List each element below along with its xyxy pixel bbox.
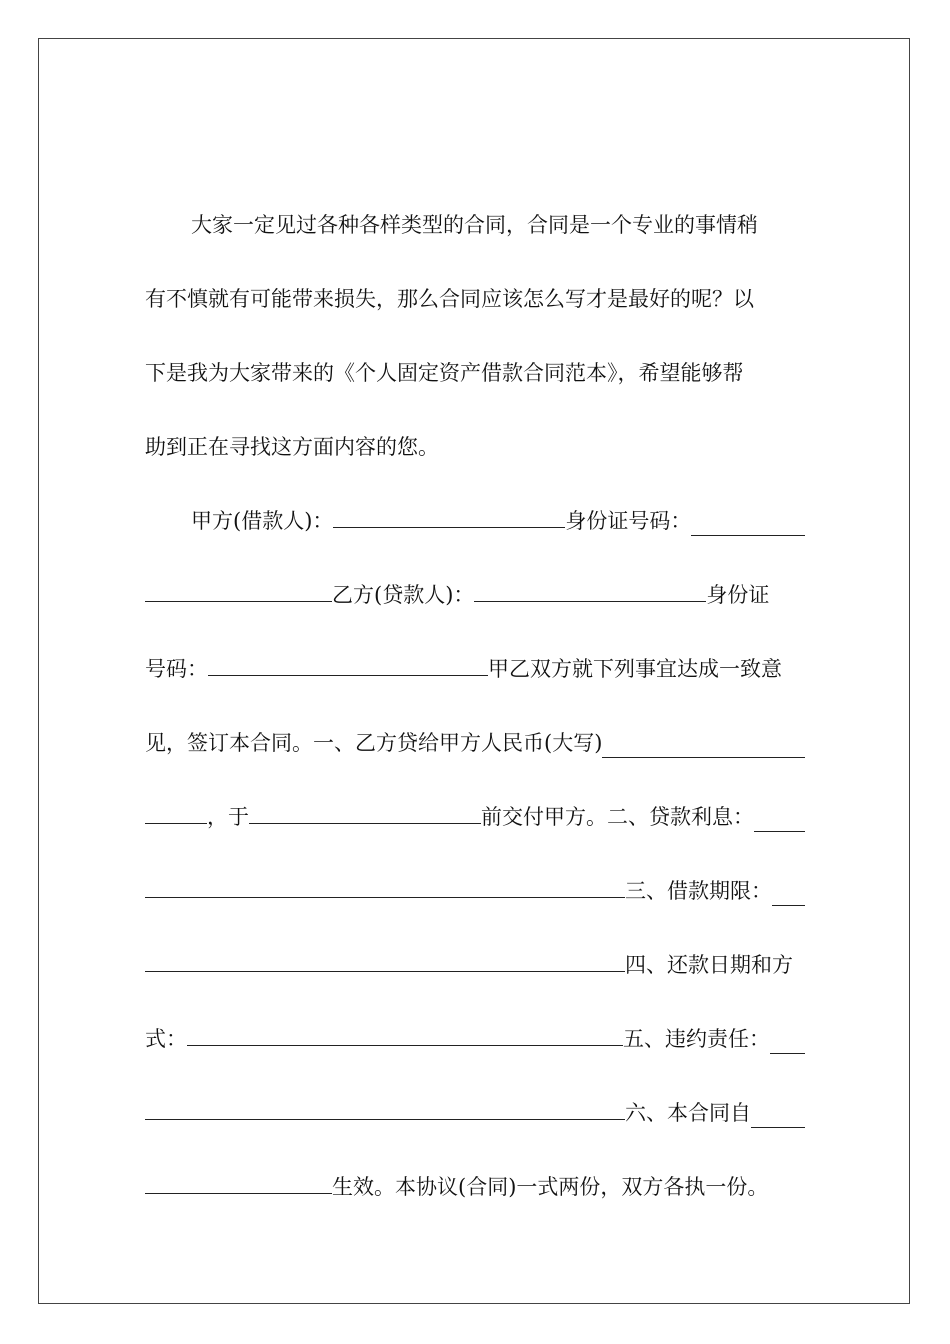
- intro-line-4: 助到正在寻找这方面内容的您。: [145, 435, 439, 459]
- closing-text: 生效。本协议(合同)一式两份，双方各执一份。: [332, 1175, 769, 1199]
- contract-line-2: [145, 558, 805, 632]
- loan-clause-text: 见，签订本合同。一、乙方贷给甲方人民币(大写): [145, 731, 603, 755]
- party-a-id-blank-cont: [145, 579, 332, 602]
- intro-line-3: 下是我为大家带来的《个人固定资产借款合同范本》，希望能够帮: [145, 361, 744, 385]
- id-label-2a: 身份证: [706, 583, 770, 607]
- intro-line-1: 大家一定见过各种各样类型的合同，合同是一个专业的事情稍: [191, 213, 758, 237]
- delivery-at-text: ，于: [207, 805, 249, 829]
- term-blank: [772, 883, 805, 906]
- party-b-id-blank: [208, 653, 488, 676]
- effective-date-blank-cont: [145, 1171, 332, 1194]
- repayment-blank: [187, 1023, 623, 1046]
- document-body: [145, 188, 805, 1224]
- effective-clause-text: 六、本合同自: [625, 1101, 751, 1125]
- id-number-label: 身份证号码：: [565, 509, 692, 533]
- party-a-name-blank: [333, 505, 565, 528]
- interest-clause-text: 前交付甲方。二、贷款利息：: [481, 805, 754, 829]
- term-blank-cont: [145, 949, 625, 972]
- party-a-id-blank: [691, 513, 805, 536]
- interest-blank-cont: [145, 875, 625, 898]
- delivery-date-blank: [249, 801, 481, 824]
- contract-line-10: [145, 1150, 805, 1224]
- contract-line-5: [145, 780, 805, 854]
- contract-line-1: [145, 484, 805, 558]
- breach-blank: [770, 1031, 805, 1054]
- intro-line-2: 有不慎就有可能带来损失，那么合同应该怎么写才是最好的呢？以: [145, 287, 754, 311]
- effective-date-blank: [751, 1105, 805, 1128]
- loan-amount-blank-cont: [145, 801, 207, 824]
- repayment-clause-text: 四、还款日期和方: [625, 953, 793, 977]
- contract-line-6: [145, 854, 805, 928]
- contract-line-3: [145, 632, 805, 706]
- contract-line-9: [145, 1076, 805, 1150]
- term-clause-text: 三、借款期限：: [625, 879, 772, 903]
- breach-blank-cont: [145, 1097, 625, 1120]
- loan-amount-blank: [602, 735, 805, 758]
- id-label-2b: 号码：: [145, 657, 208, 681]
- party-a-label: 甲方(借款人)：: [191, 509, 334, 533]
- contract-line-4: [145, 706, 805, 780]
- party-b-name-blank: [474, 579, 706, 602]
- breach-clause-text: 五、违约责任：: [623, 1027, 770, 1051]
- contract-line-7: [145, 928, 805, 1002]
- repayment-label: 式：: [145, 1027, 187, 1051]
- contract-line-8: [145, 1002, 805, 1076]
- agreement-text: 甲乙双方就下列事宜达成一致意: [488, 657, 782, 681]
- party-b-label: 乙方(贷款人)：: [332, 583, 475, 607]
- interest-blank: [754, 809, 805, 832]
